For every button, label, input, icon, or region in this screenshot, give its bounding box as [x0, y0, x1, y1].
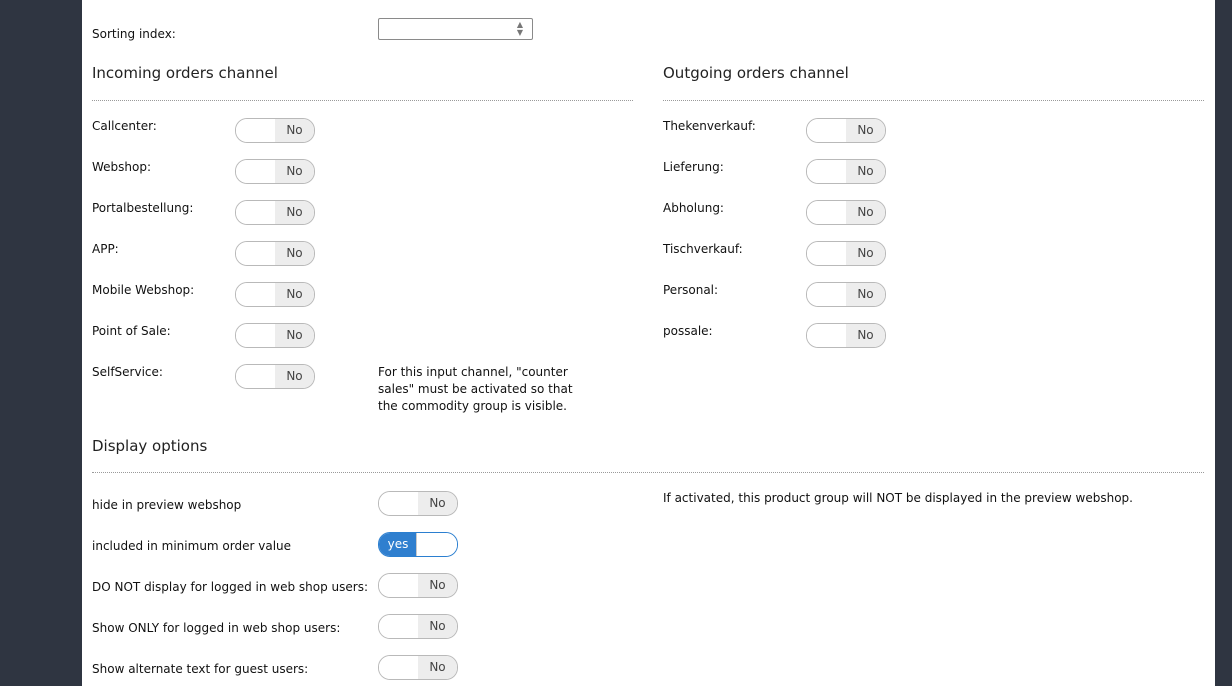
outgoing-label-personal: Personal:: [663, 283, 719, 297]
toggle-state: No: [275, 324, 314, 347]
toggle-state: No: [275, 201, 314, 224]
display-toggle-only-logged-in[interactable]: [378, 614, 458, 639]
toggle-state: No: [275, 283, 314, 306]
toggle-knob: [807, 283, 848, 306]
display-toggle-not-logged-in[interactable]: [378, 573, 458, 598]
display-divider: [92, 472, 1204, 473]
toggle-knob: [236, 119, 277, 142]
incoming-toggle-mobile-webshop[interactable]: [235, 282, 315, 307]
toggle-knob: [807, 119, 848, 142]
display-toggle-hide-preview[interactable]: [378, 491, 458, 516]
toggle-knob: [236, 160, 277, 183]
incoming-label-selfservice: SelfService:: [92, 365, 163, 379]
toggle-knob: [807, 160, 848, 183]
sorting-index-label: Sorting index:: [92, 27, 176, 41]
toggle-state: yes: [379, 533, 417, 556]
display-toggle-alternate-text[interactable]: [378, 655, 458, 680]
outgoing-label-lieferung: Lieferung:: [663, 160, 724, 174]
outgoing-toggle-abholung[interactable]: [806, 200, 886, 225]
incoming-toggle-callcenter[interactable]: [235, 118, 315, 143]
toggle-state: No: [418, 656, 457, 679]
outgoing-toggle-lieferung[interactable]: [806, 159, 886, 184]
toggle-state: No: [418, 615, 457, 638]
incoming-heading: Incoming orders channel: [92, 64, 278, 82]
outgoing-toggle-possale[interactable]: [806, 323, 886, 348]
display-toggle-min-order[interactable]: [378, 532, 458, 557]
outgoing-heading: Outgoing orders channel: [663, 64, 849, 82]
toggle-knob: [379, 574, 420, 597]
toggle-knob: [807, 242, 848, 265]
incoming-label-point-of-sale: Point of Sale:: [92, 324, 171, 338]
toggle-knob: [379, 492, 420, 515]
display-label-only-logged-in: Show ONLY for logged in web shop users:: [92, 621, 341, 635]
incoming-toggle-app[interactable]: [235, 241, 315, 266]
display-label-min-order: included in minimum order value: [92, 539, 292, 553]
settings-panel: [82, 0, 1215, 686]
outgoing-label-tischverkauf: Tischverkauf:: [663, 242, 743, 256]
display-label-hide-preview: hide in preview webshop: [92, 498, 242, 512]
toggle-knob: [379, 656, 420, 679]
toggle-knob: [416, 533, 457, 556]
display-label-not-logged-in: DO NOT display for logged in web shop users:: [92, 580, 369, 594]
incoming-toggle-portalbestellung[interactable]: [235, 200, 315, 225]
outgoing-toggle-thekenverkauf[interactable]: [806, 118, 886, 143]
incoming-toggle-selfservice[interactable]: [235, 364, 315, 389]
toggle-state: No: [846, 242, 885, 265]
toggle-knob: [236, 324, 277, 347]
outgoing-toggle-personal[interactable]: [806, 282, 886, 307]
toggle-state: No: [275, 119, 314, 142]
toggle-state: No: [846, 324, 885, 347]
outgoing-label-abholung: Abholung:: [663, 201, 724, 215]
toggle-state: No: [275, 242, 314, 265]
toggle-state: No: [846, 160, 885, 183]
toggle-state: No: [275, 365, 314, 388]
toggle-state: No: [418, 574, 457, 597]
incoming-label-portalbestellung: Portalbestellung:: [92, 201, 194, 215]
toggle-knob: [379, 615, 420, 638]
hide-preview-note: If activated, this product group will NOT be displayed in the preview webshop.: [663, 491, 1133, 505]
toggle-knob: [807, 324, 848, 347]
toggle-knob: [807, 201, 848, 224]
toggle-state: No: [846, 201, 885, 224]
toggle-state: No: [275, 160, 314, 183]
toggle-state: No: [418, 492, 457, 515]
outgoing-label-possale: possale:: [663, 324, 713, 338]
display-heading: Display options: [92, 437, 208, 455]
sorting-index-input[interactable]: [378, 18, 533, 40]
toggle-knob: [236, 365, 277, 388]
incoming-label-webshop: Webshop:: [92, 160, 152, 174]
spinner-arrows-icon[interactable]: ▲ ▼: [516, 20, 524, 37]
toggle-knob: [236, 242, 277, 265]
toggle-knob: [236, 283, 277, 306]
outgoing-toggle-tischverkauf[interactable]: [806, 241, 886, 266]
toggle-knob: [236, 201, 277, 224]
incoming-toggle-webshop[interactable]: [235, 159, 315, 184]
incoming-divider: [92, 100, 633, 101]
incoming-toggle-point-of-sale[interactable]: [235, 323, 315, 348]
incoming-label-app: APP:: [92, 242, 119, 256]
incoming-label-callcenter: Callcenter:: [92, 119, 157, 133]
outgoing-divider: [663, 100, 1204, 101]
incoming-label-mobile-webshop: Mobile Webshop:: [92, 283, 195, 297]
toggle-state: No: [846, 119, 885, 142]
selfservice-note: For this input channel, "counter sales" must be activated so that the commodity group is visible.: [378, 365, 573, 413]
display-label-alternate-text: Show alternate text for guest users:: [92, 662, 309, 676]
outgoing-label-thekenverkauf: Thekenverkauf:: [663, 119, 756, 133]
toggle-state: No: [846, 283, 885, 306]
